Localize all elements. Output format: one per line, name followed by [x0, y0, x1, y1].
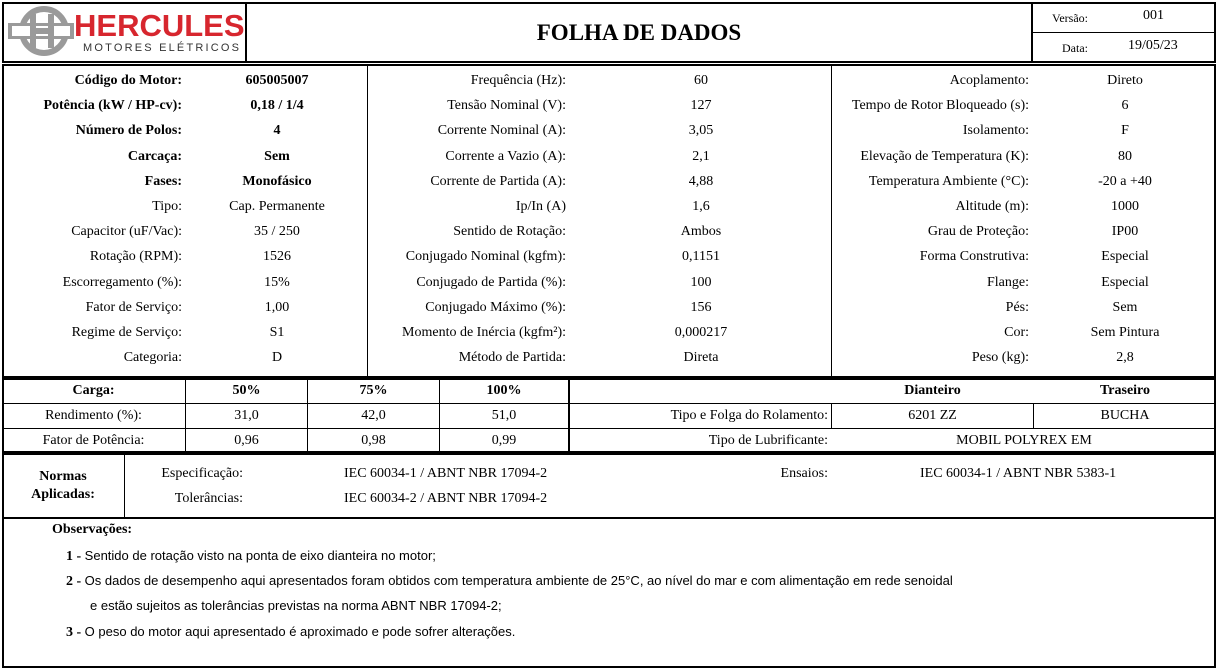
date-label: Data: [1062, 41, 1088, 55]
observation-text: O peso do motor aqui apresentado é aproximado e pode sofrer alterações. [84, 624, 516, 639]
spec-label-motor: Carcaça: [127, 149, 182, 164]
spec-value-motor: Cap. Permanente [229, 199, 325, 214]
spec-label-motor: Número de Polos: [75, 123, 182, 138]
hercules-logo-icon [6, 4, 76, 60]
spec-label-mechanical: Flange: [987, 275, 1029, 290]
bearing-front-type: 6201 ZZ [908, 408, 957, 423]
norms-tol-value: IEC 60034-2 / ABNT NBR 17094-2 [344, 491, 548, 506]
spec-value-motor: 0,18 / 1/4 [250, 98, 304, 113]
bearing-type-label: Tipo e Folga do Rolamento: [670, 408, 828, 423]
norms-box [2, 453, 1216, 519]
spec-label-electrical: Método de Partida: [458, 350, 566, 365]
spec-label-electrical: Frequência (Hz): [470, 73, 566, 88]
power-factor-50: 0,96 [234, 433, 259, 448]
spec-label-mechanical: Grau de Proteção: [927, 224, 1029, 239]
norms-spec-label: Especificação: [161, 466, 243, 481]
spec-label-motor: Tipo: [152, 199, 182, 214]
load-percent-75: 75% [359, 383, 388, 398]
spec-label-motor: Potência (kW / HP-cv): [43, 98, 182, 113]
spec-label-mechanical: Isolamento: [962, 123, 1029, 138]
spec-label-mechanical: Elevação de Temperatura (K): [860, 149, 1029, 164]
observation-item [66, 624, 515, 641]
spec-value-mechanical: Sem [1112, 300, 1138, 315]
spec-label-electrical: Corrente Nominal (A): [437, 123, 566, 138]
observation-text: Os dados de desempenho aqui apresentados foram obtidos com temperatura ambiente de 25°C, ao nível do mar e com alimentação em rede senoidal [84, 573, 953, 588]
spec-label-electrical: Sentido de Rotação: [453, 224, 566, 239]
spec-value-mechanical: -20 a +40 [1098, 174, 1152, 189]
observation-item [66, 573, 953, 590]
spec-value-motor: 4 [273, 123, 281, 138]
page-title: FOLHA DE DADOS [536, 20, 742, 45]
norms-tests-value: IEC 60034-1 / ABNT NBR 5383-1 [920, 466, 1117, 481]
spec-value-electrical: 60 [694, 73, 708, 88]
spec-value-mechanical: Direto [1107, 73, 1143, 88]
power-factor-label: Fator de Potência: [42, 433, 145, 448]
spec-label-electrical: Ip/In (A) [515, 199, 566, 214]
spec-label-mechanical: Forma Construtiva: [919, 249, 1029, 264]
spec-value-mechanical: 6 [1121, 98, 1129, 113]
spec-label-electrical: Conjugado de Partida (%): [416, 275, 566, 290]
spec-label-motor: Capacitor (uF/Vac): [71, 224, 182, 239]
spec-label-motor: Categoria: [123, 350, 182, 365]
spec-value-electrical: 2,1 [692, 149, 710, 164]
spec-label-electrical: Conjugado Máximo (%): [425, 300, 566, 315]
spec-value-mechanical: 80 [1118, 149, 1132, 164]
spec-value-mechanical: Especial [1101, 249, 1149, 264]
spec-label-mechanical: Pés: [1005, 300, 1029, 315]
observation-number: 2 - [66, 574, 82, 589]
spec-label-mechanical: Altitude (m): [955, 199, 1029, 214]
efficiency-75: 42,0 [361, 408, 386, 423]
brand-logo [6, 4, 244, 60]
load-percent-100: 100% [486, 383, 522, 398]
spec-label-electrical: Momento de Inércia (kgfm²): [402, 325, 566, 340]
spec-label-electrical: Tensão Nominal (V): [447, 98, 566, 113]
spec-label-mechanical: Acoplamento: [949, 73, 1029, 88]
spec-value-motor: S1 [269, 325, 285, 340]
norms-title-line1: Normas [39, 469, 87, 484]
observation-text: Sentido de rotação visto na ponta de eixo dianteira no motor; [84, 548, 436, 563]
spec-value-motor: Monofásico [242, 174, 312, 189]
spec-label-motor: Rotação (RPM): [89, 249, 182, 264]
spec-value-electrical: 0,000217 [674, 325, 728, 340]
bearing-rear-label: Traseiro [1099, 383, 1151, 398]
spec-value-motor: D [271, 350, 283, 365]
spec-label-mechanical: Cor: [1004, 325, 1029, 340]
spec-value-motor: 1526 [263, 249, 291, 264]
spec-value-mechanical: IP00 [1111, 224, 1139, 239]
spec-label-motor: Fases: [144, 174, 182, 189]
spec-value-electrical: 4,88 [688, 174, 714, 189]
norms-tests-label: Ensaios: [780, 466, 828, 481]
spec-value-motor: 605005007 [245, 73, 309, 88]
bearing-rear-type: BUCHA [1100, 408, 1150, 423]
spec-value-electrical: 3,05 [688, 123, 714, 138]
version-label: Versão: [1052, 11, 1088, 25]
spec-label-motor: Escorregamento (%): [62, 275, 182, 290]
lubricant-value: MOBIL POLYREX EM [956, 433, 1092, 448]
spec-value-electrical: 0,1151 [682, 249, 720, 264]
brand-name: HERCULES [74, 8, 245, 43]
spec-label-electrical: Conjugado Nominal (kgfm): [405, 249, 566, 264]
version-value: 001 [1143, 8, 1164, 23]
observation-number: 3 - [66, 625, 82, 640]
spec-value-mechanical: Sem Pintura [1090, 325, 1160, 340]
observation-number: 1 - [66, 549, 82, 564]
spec-value-electrical: 127 [690, 98, 712, 113]
spec-value-motor: 35 / 250 [254, 224, 300, 239]
efficiency-label: Rendimento (%): [45, 408, 142, 423]
load-header-label: Carga: [72, 383, 115, 398]
observation-text-continued: e estão sujeitos as tolerâncias previstas na norma ABNT NBR 17094-2; [90, 598, 502, 613]
spec-value-electrical: Direta [683, 350, 719, 365]
bearing-front-label: Dianteiro [904, 383, 961, 398]
spec-label-mechanical: Temperatura Ambiente (°C): [868, 174, 1029, 189]
efficiency-100: 51,0 [491, 408, 517, 423]
norms-tol-label: Tolerâncias: [174, 491, 243, 506]
lubricant-label: Tipo de Lubrificante: [708, 433, 828, 448]
spec-value-mechanical: 1000 [1111, 199, 1139, 214]
power-factor-75: 0,98 [361, 433, 386, 448]
observations-box [2, 517, 1216, 668]
norms-title-line2: Aplicadas: [31, 487, 95, 502]
norms-spec-value: IEC 60034-1 / ABNT NBR 17094-2 [344, 466, 548, 481]
spec-value-electrical: Ambos [680, 224, 722, 239]
spec-value-electrical: 100 [690, 275, 712, 290]
spec-value-electrical: 1,6 [692, 199, 710, 214]
spec-value-motor: Sem [264, 149, 290, 164]
spec-label-mechanical: Tempo de Rotor Bloqueado (s): [851, 98, 1029, 113]
spec-label-mechanical: Peso (kg): [971, 350, 1029, 365]
spec-label-motor: Código do Motor: [74, 73, 182, 88]
spec-value-mechanical: F [1121, 123, 1129, 138]
spec-value-motor: 15% [264, 275, 290, 290]
date-value: 19/05/23 [1128, 38, 1178, 53]
spec-value-electrical: 156 [690, 300, 712, 315]
spec-label-motor: Regime de Serviço: [71, 325, 182, 340]
spec-label-electrical: Corrente a Vazio (A): [445, 149, 566, 164]
brand-tagline: MOTORES ELÉTRICOS [83, 42, 242, 54]
efficiency-50: 31,0 [234, 408, 259, 423]
observations-title: Observações: [52, 522, 133, 537]
spec-value-mechanical: Especial [1101, 275, 1149, 290]
observation-item [66, 548, 436, 565]
spec-value-mechanical: 2,8 [1116, 350, 1134, 365]
spec-label-electrical: Corrente de Partida (A): [430, 174, 566, 189]
load-percent-50: 50% [232, 383, 261, 398]
spec-label-motor: Fator de Serviço: [85, 300, 182, 315]
power-factor-100: 0,99 [491, 433, 517, 448]
spec-value-motor: 1,00 [264, 300, 290, 315]
